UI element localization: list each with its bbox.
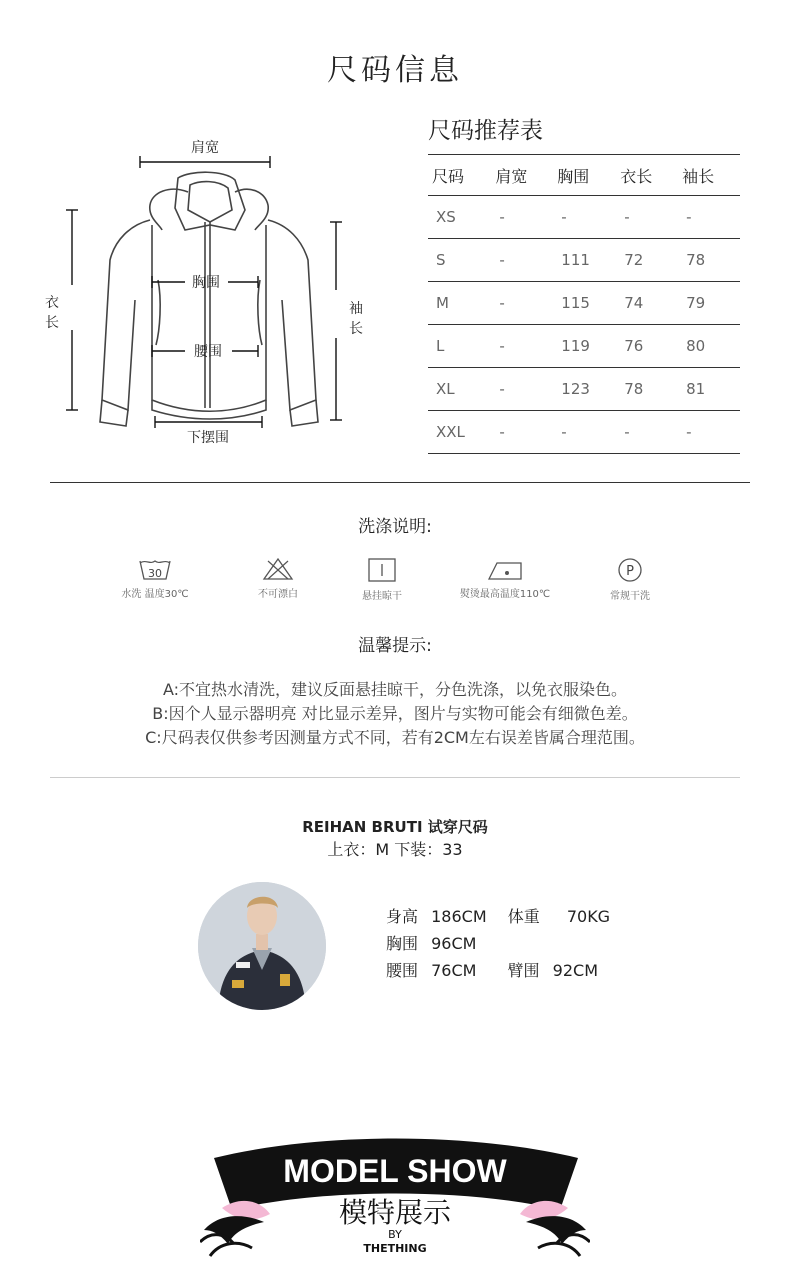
table-cell: -	[491, 196, 553, 239]
stat-value: 92CM	[552, 961, 598, 980]
care-label: 常规干洗	[610, 591, 650, 602]
table-cell: 79	[678, 282, 740, 325]
divider	[50, 482, 750, 483]
table-cell: 119	[553, 325, 616, 368]
size-table-header	[428, 155, 740, 196]
page-title: 尺码信息	[327, 53, 463, 88]
header-cell: 肩宽	[491, 155, 553, 196]
tips-list	[0, 678, 790, 750]
size-table-title: 尺码推荐表	[428, 118, 543, 144]
model-stats	[386, 903, 610, 984]
table-cell: M	[428, 282, 491, 325]
banner-by: BY	[388, 1228, 402, 1241]
table-row	[428, 239, 740, 282]
care-label: 水洗 温度30℃	[121, 589, 189, 600]
table-cell: -	[678, 196, 740, 239]
tip-line: B:因个人显示器明亮 对比显示差异，图片与实物可能会有细微色差。	[152, 704, 638, 723]
header-cell: 胸围	[553, 155, 616, 196]
hem-label: 下摆围	[187, 430, 229, 446]
table-cell: -	[553, 411, 616, 454]
care-item-iron	[445, 557, 565, 600]
table-cell: -	[491, 325, 553, 368]
size-table	[428, 154, 740, 454]
table-cell: 80	[678, 325, 740, 368]
no-bleach-icon	[262, 557, 294, 581]
care-instructions	[110, 557, 690, 607]
table-cell: 78	[678, 239, 740, 282]
header-cell: 袖长	[678, 155, 740, 196]
care-item-wash	[110, 557, 200, 600]
iron-icon	[485, 557, 525, 581]
care-label: 熨烫最高温度110℃	[459, 589, 551, 600]
dry-clean-p-icon	[616, 557, 644, 583]
stat-label: 身高	[386, 907, 419, 926]
model-name: REIHAN BRUTI 试穿尺码	[302, 818, 488, 836]
table-cell: XS	[428, 196, 491, 239]
tip-line: C:尺码表仅供参考因测量方式不同，若有2CM左右误差皆属合理范围。	[145, 728, 645, 747]
stat-label: 腰围	[386, 961, 419, 980]
stat-value: 76CM	[431, 961, 477, 980]
table-cell: 81	[678, 368, 740, 411]
table-cell: -	[491, 368, 553, 411]
model-show-banner	[200, 1130, 590, 1270]
model-avatar	[198, 882, 326, 1010]
model-size: 上衣：M 下装：33	[327, 840, 463, 859]
table-row	[428, 411, 740, 454]
stat-value: 186CM	[431, 907, 487, 926]
banner-title: MODEL SHOW	[283, 1153, 507, 1189]
table-cell: L	[428, 325, 491, 368]
wash-temp-badge: 30	[148, 567, 162, 580]
table-cell: XL	[428, 368, 491, 411]
care-item-hang	[342, 557, 422, 602]
table-cell: -	[616, 411, 678, 454]
banner-subtitle: 模特展示	[338, 1196, 452, 1229]
table-cell: -	[678, 411, 740, 454]
header-cell: 尺码	[428, 155, 491, 196]
table-cell: 115	[553, 282, 616, 325]
shoulder-label: 肩宽	[191, 140, 219, 156]
table-cell: S	[428, 239, 491, 282]
table-cell: -	[491, 411, 553, 454]
table-row	[428, 282, 740, 325]
stat-label: 胸围	[386, 934, 419, 953]
table-cell: 76	[616, 325, 678, 368]
header-cell: 衣长	[616, 155, 678, 196]
sleeve-label-2: 长	[349, 321, 363, 337]
waist-label: 腰围	[194, 344, 222, 360]
tips-title: 温馨提示:	[358, 636, 432, 656]
table-row	[428, 325, 740, 368]
table-cell: -	[491, 282, 553, 325]
wash-30-icon	[138, 557, 172, 581]
care-item-bleach	[238, 557, 318, 600]
table-cell: 74	[616, 282, 678, 325]
hang-dry-icon	[367, 557, 397, 583]
care-item-dryclean	[595, 557, 665, 602]
care-label: 不可漂白	[258, 589, 298, 600]
table-cell: -	[491, 239, 553, 282]
table-cell: 123	[553, 368, 616, 411]
stat-value: 70KG	[566, 907, 611, 926]
care-label: 悬挂晾干	[362, 591, 402, 602]
table-cell: -	[616, 196, 678, 239]
jacket-outline	[40, 130, 370, 460]
table-cell: XXL	[428, 411, 491, 454]
table-cell: 78	[616, 368, 678, 411]
jacket-diagram	[40, 130, 370, 460]
care-title: 洗涤说明:	[358, 517, 432, 537]
length-label-1: 衣	[45, 295, 59, 311]
sleeve-label-1: 袖	[349, 301, 363, 317]
stat-label: 体重	[507, 907, 540, 926]
stat-value: 96CM	[431, 934, 477, 953]
table-row	[428, 368, 740, 411]
banner-brand: THETHING	[363, 1242, 427, 1255]
tip-line: A:不宜热水清洗，建议反面悬挂晾干，分色洗涤，以免衣服染色。	[162, 680, 628, 699]
table-row	[428, 196, 740, 239]
table-cell: 111	[553, 239, 616, 282]
table-cell: 72	[616, 239, 678, 282]
model-photo	[198, 882, 326, 1010]
banner-graphic	[200, 1130, 590, 1270]
chest-label: 胸围	[192, 275, 220, 291]
divider	[50, 777, 740, 778]
stat-label: 臂围	[507, 961, 540, 980]
table-cell: -	[553, 196, 616, 239]
dry-clean-badge: P	[626, 564, 634, 579]
length-label-2: 长	[45, 315, 59, 331]
